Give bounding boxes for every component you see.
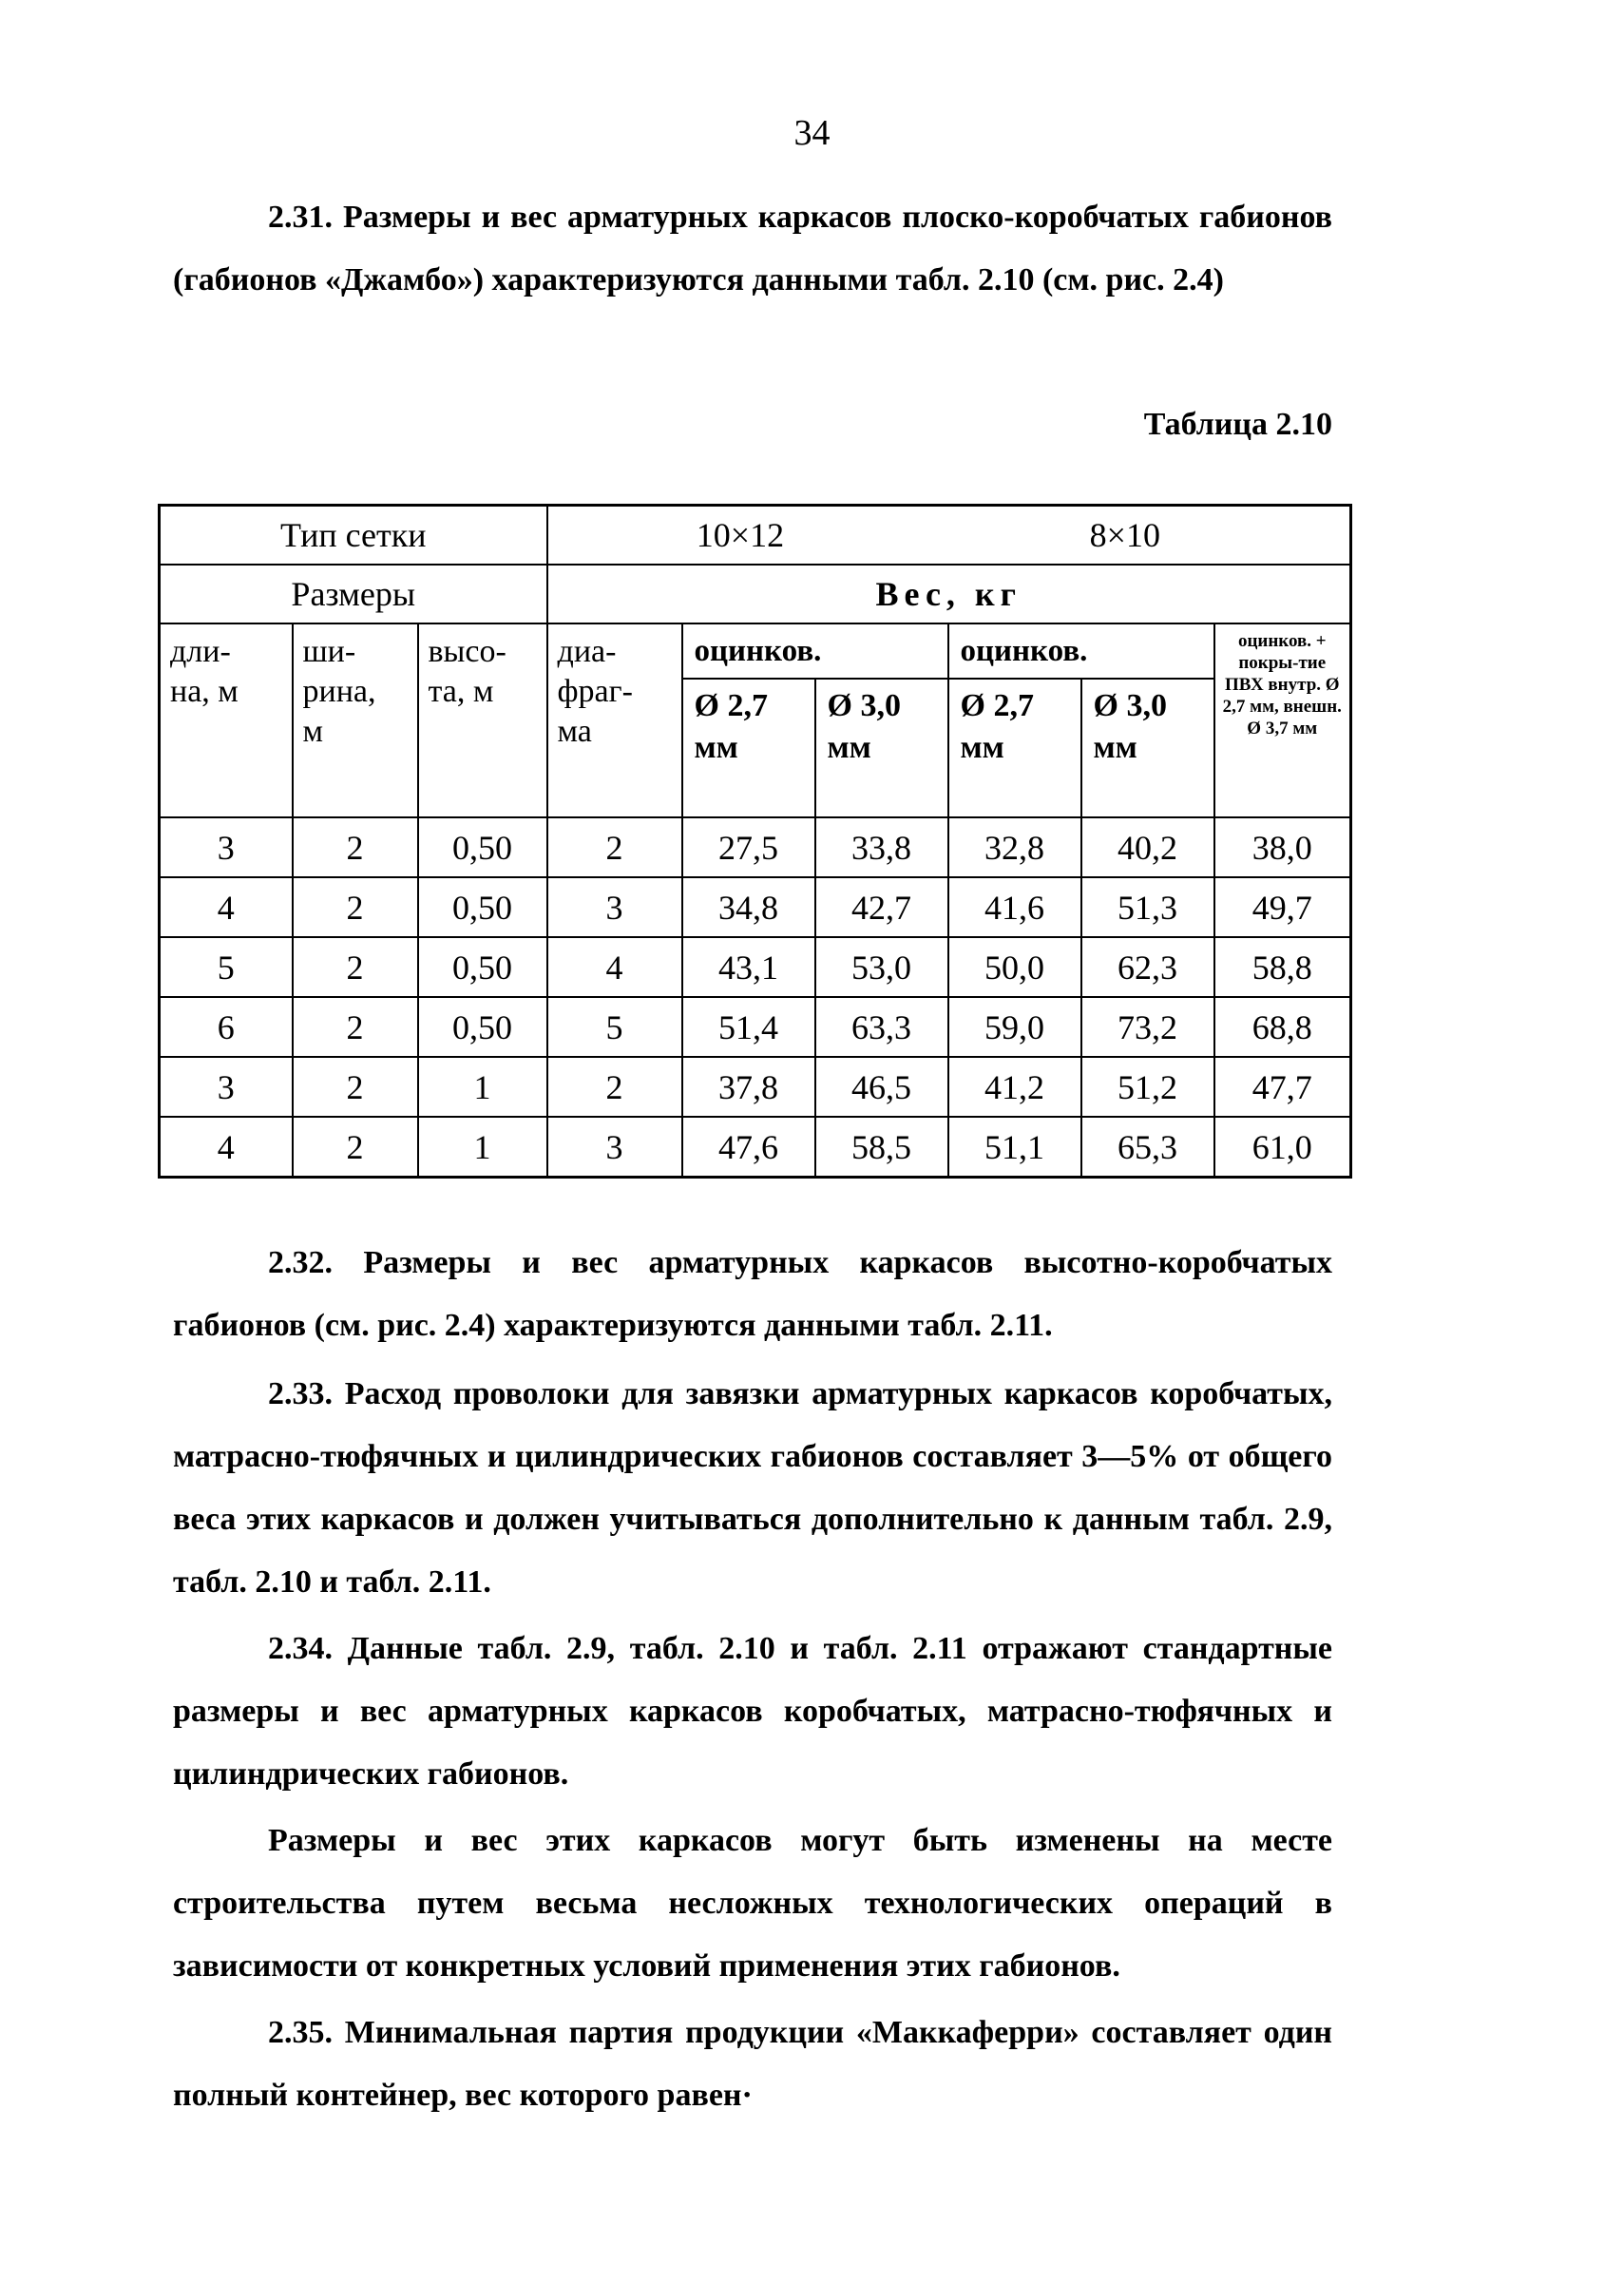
cell-weight: 68,8 [1214,997,1351,1057]
cell-length: 3 [160,1057,293,1117]
col-diaphragm: диа- фраг- ма [547,623,682,817]
cell-weight: 50,0 [948,937,1081,997]
cell-width: 2 [293,937,418,997]
table-row [160,817,1351,877]
cell-weight: 27,5 [682,817,815,877]
paragraph-2-34: 2.34. Данные табл. 2.9, табл. 2.10 и табл. 2.11 отражают стандартные размеры и вес арматурных каркасов коробчатых, матрасно-тюфячных и цилиндрических габионов. [173,1631,1332,1792]
cell-length: 5 [160,937,293,997]
cell-weight: 42,7 [815,877,948,937]
cell-weight: 58,8 [1214,937,1351,997]
col-d30-8x10: Ø 3,0 мм [1081,679,1214,817]
cell-width: 2 [293,817,418,877]
cell-weight: 65,3 [1081,1117,1214,1178]
table-caption: Таблица 2.10 [1143,407,1332,442]
cell-height: 0,50 [418,817,547,877]
cell-weight: 33,8 [815,817,948,877]
col-d30-10x12: Ø 3,0 мм [815,679,948,817]
cell-weight: 41,2 [948,1057,1081,1117]
cell-weight: 47,6 [682,1117,815,1178]
cell-weight: 51,1 [948,1117,1081,1178]
cell-weight: 51,4 [682,997,815,1057]
paragraph-2-35: 2.35. Минимальная партия продукции «Маккаферри» составляет один полный контейнер, вес которого равен· [173,2015,1332,2113]
cell-weight: 51,3 [1081,877,1214,937]
cell-height: 0,50 [418,997,547,1057]
cell-length: 6 [160,997,293,1057]
cell-weight: 41,6 [948,877,1081,937]
group-zinc-8x10: оцинков. [948,623,1214,679]
col-pvc-coated: оцинков. + покры-тие ПВХ внутр. Ø 2,7 мм, внешн. Ø 3,7 мм [1214,623,1351,817]
cell-weight: 63,3 [815,997,948,1057]
paragraph-2-31: 2.31. Размеры и вес арматурных каркасов плоско-коробчатых габионов (габионов «Джамбо») характеризуются данными табл. 2.10 (см. рис. 2.4) [173,200,1332,297]
col-d27-10x12: Ø 2,7 мм [682,679,815,817]
header-weight: Вес, кг [547,565,1351,623]
col-d27-8x10: Ø 2,7 мм [948,679,1081,817]
cell-weight: 37,8 [682,1057,815,1117]
cell-diaphragm: 5 [547,997,682,1057]
cell-diaphragm: 2 [547,1057,682,1117]
cell-weight: 61,0 [1214,1117,1351,1178]
weights-table [158,504,1352,1179]
cell-weight: 38,0 [1214,817,1351,877]
header-mesh-type: Тип сетки [160,506,547,566]
cell-height: 0,50 [418,877,547,937]
cell-height: 1 [418,1117,547,1178]
group-zinc-10x12: оцинков. [682,623,948,679]
cell-weight: 34,8 [682,877,815,937]
col-length: дли- на, м [160,623,293,817]
table-row [160,1117,1351,1178]
col-height: высо- та, м [418,623,547,817]
cell-diaphragm: 3 [547,877,682,937]
page-number: 34 [793,113,831,153]
cell-height: 1 [418,1057,547,1117]
table-row [160,1057,1351,1117]
cell-weight: 40,2 [1081,817,1214,877]
cell-length: 4 [160,1117,293,1178]
cell-width: 2 [293,1117,418,1178]
cell-weight: 58,5 [815,1117,948,1178]
cell-height: 0,50 [418,937,547,997]
paragraph-2-32: 2.32. Размеры и вес арматурных каркасов высотно-коробчатых габионов (см. рис. 2.4) характеризуются данными табл. 2.11. [173,1245,1332,1343]
cell-weight: 51,2 [1081,1057,1214,1117]
cell-width: 2 [293,997,418,1057]
table-row [160,937,1351,997]
cell-weight: 46,5 [815,1057,948,1117]
paragraph-2-34-cont: Размеры и вес этих каркасов могут быть изменены на месте строительства путем весьма несложных технологических операций в зависимости от конкретных условий применения этих габионов. [173,1823,1332,1984]
cell-weight: 49,7 [1214,877,1351,937]
cell-weight: 59,0 [948,997,1081,1057]
table-row [160,997,1351,1057]
col-width: ши- рина, м [293,623,418,817]
cell-diaphragm: 4 [547,937,682,997]
cell-diaphragm: 3 [547,1117,682,1178]
cell-weight: 32,8 [948,817,1081,877]
paragraph-2-33: 2.33. Расход проволоки для завязки арматурных каркасов коробчатых, матрасно-тюфячных и цилиндрических габионов составляет 3—5% от общего веса этих каркасов и должен учитываться дополнительно к данным табл. 2.9, табл. 2.10 и табл. 2.11. [173,1376,1332,1600]
cell-length: 3 [160,817,293,877]
cell-weight: 73,2 [1081,997,1214,1057]
cell-weight: 62,3 [1081,937,1214,997]
cell-weight: 53,0 [815,937,948,997]
header-sizes: Размеры [160,565,547,623]
cell-length: 4 [160,877,293,937]
cell-width: 2 [293,877,418,937]
cell-diaphragm: 2 [547,817,682,877]
cell-width: 2 [293,1057,418,1117]
table-row [160,877,1351,937]
mesh-10x12: 10×12 [696,516,785,554]
mesh-8x10: 8×10 [1089,516,1160,554]
cell-weight: 47,7 [1214,1057,1351,1117]
header-mesh-sizes [547,506,1351,566]
cell-weight: 43,1 [682,937,815,997]
